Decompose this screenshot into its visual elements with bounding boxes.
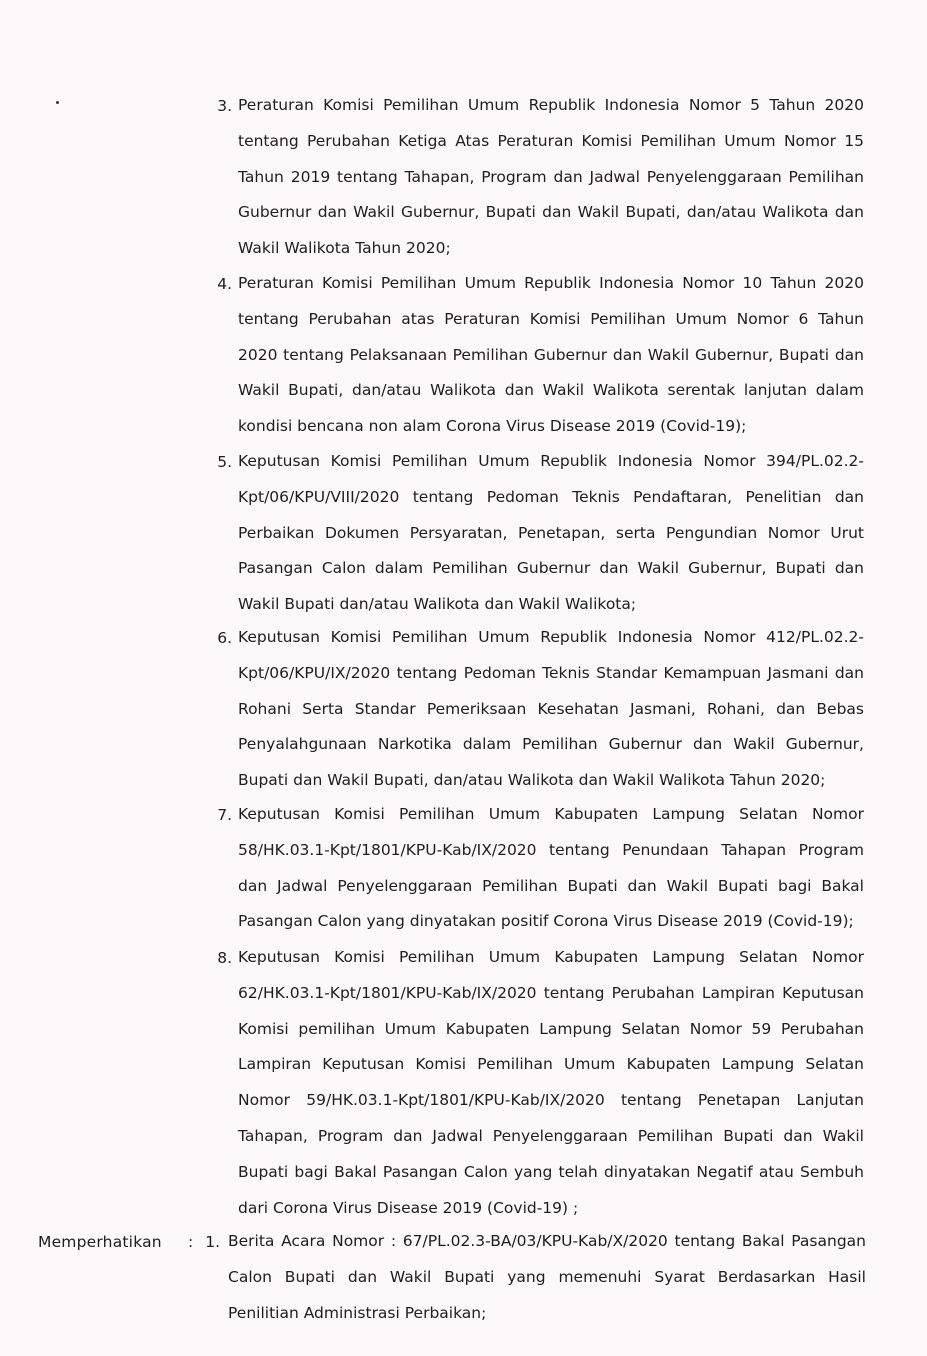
memperhatikan-colon: : bbox=[188, 1233, 194, 1251]
list-number: 5. bbox=[217, 453, 232, 471]
list-text: Keputusan Komisi Pemilihan Umum Republik Indonesia Nomor 412/PL.02.2-Kpt/06/KPU/IX/2020 tentang Pedoman Teknis Standar Kemampuan Jasmani dan Rohani Serta Standar Pemeriksaan Kesehatan Jasmani, Rohani, dan Bebas Penyalahgunaan Narkotika dalam Pemilihan Gubernur dan Wakil Gubernur, Bupati dan Wakil Bupati, dan/atau Walikota dan Wakil Walikota Tahun 2020; bbox=[238, 628, 864, 790]
list-number: 8. bbox=[217, 949, 232, 967]
list-text: Keputusan Komisi Pemilihan Umum Kabupaten Lampung Selatan Nomor 58/HK.03.1-Kpt/1801/KPU-Kab/IX/2020 tentang Penundaan Tahapan Program dan Jadwal Penyelenggaraan Pemilihan Bupati dan Wakil Bupati bagi Bakal Pasangan Calon yang dinyatakan positif Corona Virus Disease 2019 (Covid-19); bbox=[238, 805, 864, 931]
memperhatikan-label: Memperhatikan bbox=[38, 1233, 162, 1251]
list-text: Peraturan Komisi Pemilihan Umum Republik Indonesia Nomor 10 Tahun 2020 tentang Perubahan atas Peraturan Komisi Pemilihan Umum Nomor 6 Tahun 2020 tentang Pelaksanaan Pemilihan Gubernur dan Wakil Gubernur, Bupati dan Wakil Bupati, dan/atau Walikota dan Wakil Walikota serentak lanjutan dalam kondisi bencana non alam Corona Virus Disease 2019 (Covid-19); bbox=[238, 274, 864, 436]
list-number: 4. bbox=[217, 275, 232, 293]
list-text: Keputusan Komisi Pemilihan Umum Kabupaten Lampung Selatan Nomor 62/HK.03.1-Kpt/1801/KPU-Kab/IX/2020 tentang Perubahan Lampiran Keputusan Komisi pemilihan Umum Kabupaten Lampung Selatan Nomor 59 Perubahan Lampiran Keputusan Komisi Pemilihan Umum Kabupaten Lampung Selatan Nomor 59/HK.03.1-Kpt/1801/KPU-Kab/IX/2020 tentang Penetapan Lanjutan Tahapan, Program dan Jadwal Penyelenggaraan Pemilihan Bupati dan Wakil Bupati bagi Bakal Pasangan Calon yang telah dinyatakan Negatif atau Sembuh dari Corona Virus Disease 2019 (Covid-19) ; bbox=[238, 948, 864, 1217]
list-number: 7. bbox=[217, 806, 232, 824]
list-number: 3. bbox=[217, 97, 232, 115]
list-number: 6. bbox=[217, 629, 232, 647]
memperhatikan-number: 1. bbox=[205, 1233, 220, 1251]
margin-dot bbox=[56, 101, 59, 104]
memperhatikan-text: Berita Acara Nomor : 67/PL.02.3-BA/03/KPU-Kab/X/2020 tentang Bakal Pasangan Calon Bupati dan Wakil Bupati yang memenuhi Syarat Berdasarkan Hasil Penilitian Administrasi Perbaikan; bbox=[228, 1232, 866, 1322]
list-text: Keputusan Komisi Pemilihan Umum Republik Indonesia Nomor 394/PL.02.2-Kpt/06/KPU/VIII/2020 tentang Pedoman Teknis Pendaftaran, Penelitian dan Perbaikan Dokumen Persyaratan, Penetapan, serta Pengundian Nomor Urut Pasangan Calon dalam Pemilihan Gubernur dan Wakil Gubernur, Bupati dan Wakil Bupati dan/atau Walikota dan Wakil Walikota; bbox=[238, 452, 864, 614]
list-text: Peraturan Komisi Pemilihan Umum Republik Indonesia Nomor 5 Tahun 2020 tentang Perubahan Ketiga Atas Peraturan Komisi Pemilihan Umum Nomor 15 Tahun 2019 tentang Tahapan, Program dan Jadwal Penyelenggaraan Pemilihan Gubernur dan Wakil Gubernur, Bupati dan Wakil Bupati, dan/atau Walikota dan Wakil Walikota Tahun 2020; bbox=[238, 96, 864, 258]
